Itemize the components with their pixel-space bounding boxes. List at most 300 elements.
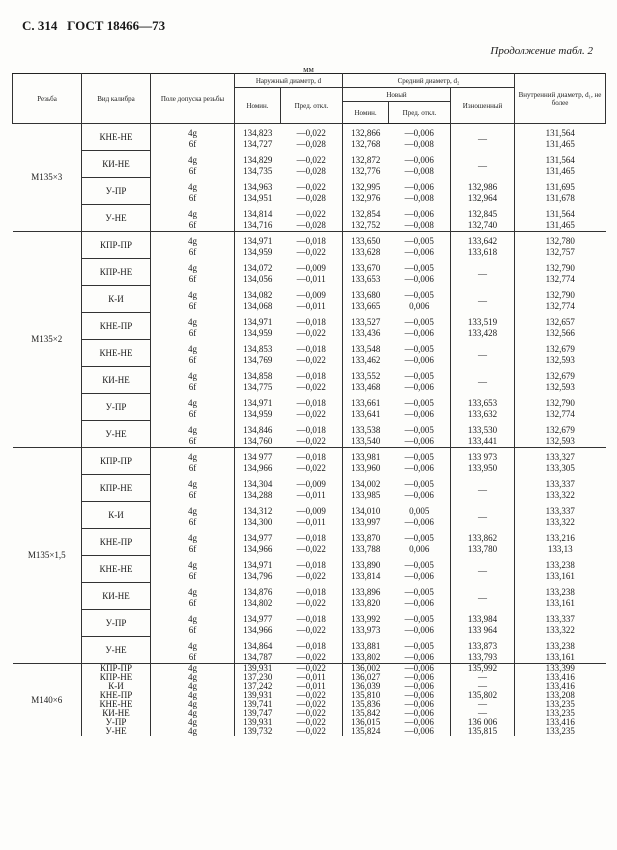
- pitch-deviation: —0,005: [404, 559, 434, 570]
- pitch-deviation: —0,006: [404, 726, 434, 736]
- outer-deviation: —0,018: [296, 532, 326, 543]
- thread-size: M135×3: [13, 124, 82, 232]
- table-row: [13, 286, 606, 302]
- gauge-type: К-И: [82, 502, 151, 529]
- outer-deviation: —0,011: [296, 301, 326, 312]
- outer-deviation: —0,022: [296, 726, 326, 736]
- pitch-nominal: 133,896: [343, 583, 389, 599]
- pitch-worn: 135,815: [451, 727, 515, 736]
- tolerance-field: 4g: [188, 699, 197, 709]
- outer-deviation: —0,022: [296, 699, 326, 709]
- inner-diameter: 131,678: [515, 193, 606, 205]
- tolerance-field: 6f: [188, 220, 197, 230]
- outer-deviation: —0,022: [296, 208, 326, 219]
- gauge-type: КИ-НЕ: [82, 583, 151, 610]
- gauge-type: КИ-НЕ: [82, 151, 151, 178]
- outer-deviation: —0,022: [296, 181, 326, 192]
- outer-nominal: 134,977: [235, 610, 281, 626]
- pitch-worn: —: [451, 556, 515, 583]
- pitch-deviation: —0,005: [404, 316, 434, 327]
- table-row: [13, 178, 606, 194]
- pitch-nominal: 135,842: [343, 709, 389, 718]
- pitch-deviation: —0,006: [389, 664, 451, 674]
- pitch-nominal: 133,890: [343, 556, 389, 572]
- tolerance-field: 6f: [188, 274, 197, 285]
- pitch-nominal: 133,973: [343, 625, 389, 637]
- pitch-nominal: 136,015: [343, 718, 389, 727]
- pitch-deviation: —0,005: [404, 424, 434, 435]
- gauge-type: У-НЕ: [82, 205, 151, 232]
- outer-nominal: 134,300: [235, 517, 281, 529]
- inner-diameter: 133,399: [515, 664, 606, 674]
- outer-deviation: —0,018: [296, 316, 326, 327]
- pitch-nominal: 133,992: [343, 610, 389, 626]
- pitch-nominal: 136,039: [343, 682, 389, 691]
- tolerance-field: 6f: [188, 436, 197, 446]
- tolerance-field: 4g: [188, 672, 197, 682]
- pitch-deviation: —0,006: [404, 208, 434, 219]
- outer-nominal: 134,735: [235, 166, 281, 178]
- pitch-deviation: —0,006: [404, 382, 434, 393]
- pitch-deviation: —0,006: [404, 463, 434, 474]
- outer-nominal: 134,802: [235, 598, 281, 610]
- tolerance-field: 4g: [188, 717, 197, 727]
- pitch-nominal: 135,824: [343, 727, 389, 736]
- inner-diameter: 132,657: [515, 313, 606, 329]
- outer-deviation: —0,011: [296, 681, 326, 691]
- outer-deviation: —0,018: [296, 559, 326, 570]
- pitch-worn: 133 964: [451, 625, 515, 637]
- inner-diameter: 133,322: [515, 517, 606, 529]
- tolerance-field: 6f: [188, 382, 197, 393]
- outer-nominal: 134,971: [235, 556, 281, 572]
- table-row: [13, 529, 606, 545]
- pitch-worn: —: [451, 286, 515, 313]
- tolerance-field: 4g: [188, 208, 197, 219]
- col-outer-nom: Номин.: [235, 88, 281, 124]
- outer-nominal: 134 977: [235, 448, 281, 464]
- outer-deviation: —0,022: [296, 625, 326, 636]
- pitch-deviation: —0,005: [404, 478, 434, 489]
- pitch-nominal: 133,820: [343, 598, 389, 610]
- table-row: [13, 340, 606, 356]
- pitch-nominal: 133,814: [343, 571, 389, 583]
- pitch-nominal: 133,670: [343, 259, 389, 275]
- outer-deviation: —0,022: [296, 328, 326, 339]
- table-row: [13, 727, 606, 736]
- pitch-deviation: —0,006: [404, 717, 434, 727]
- tolerance-field: 6f: [188, 139, 197, 150]
- pitch-deviation: —0,006: [404, 625, 434, 636]
- pitch-deviation: —0,005: [404, 289, 434, 300]
- pitch-worn: —: [451, 367, 515, 394]
- pitch-worn: 133,632: [451, 409, 515, 421]
- pitch-deviation: —0,006: [404, 517, 434, 528]
- outer-nominal: 134,056: [235, 274, 281, 286]
- tolerance-field: 6f: [188, 328, 197, 339]
- gauge-type: У-ПР: [82, 610, 151, 637]
- col-outer-dia: Наружный диаметр, d: [235, 74, 343, 88]
- tolerance-field: 4g: [188, 559, 197, 570]
- gauge-type: У-ПР: [82, 394, 151, 421]
- pitch-nominal: 133,628: [343, 247, 389, 259]
- tolerance-field: 6f: [188, 463, 197, 474]
- gauge-type: КНЕ-ПР: [82, 313, 151, 340]
- gauge-type: КНЕ-НЕ: [82, 700, 151, 709]
- pitch-deviation: —0,005: [389, 232, 451, 248]
- tolerance-field: 6f: [188, 625, 197, 636]
- outer-deviation: —0,018: [281, 448, 343, 464]
- pitch-deviation: —0,006: [404, 181, 434, 192]
- inner-diameter: 132,790: [515, 259, 606, 275]
- col-thread: Резьба: [13, 74, 82, 124]
- pitch-nominal: 133,985: [343, 490, 389, 502]
- pitch-worn: —: [451, 682, 515, 691]
- pitch-nominal: 133,870: [343, 529, 389, 545]
- pitch-worn: —: [451, 700, 515, 709]
- pitch-deviation: —0,006: [404, 154, 434, 165]
- pitch-worn: 133,950: [451, 463, 515, 475]
- tolerance-field: 6f: [188, 544, 197, 555]
- pitch-nominal: 132,866: [343, 124, 389, 140]
- tolerance-field: 4g: [188, 370, 197, 381]
- pitch-deviation: —0,006: [389, 124, 451, 140]
- outer-nominal: 134,823: [235, 124, 281, 140]
- inner-diameter: 133,337: [515, 475, 606, 491]
- tolerance-field: 6f: [188, 571, 197, 582]
- inner-diameter: 133,322: [515, 490, 606, 502]
- pitch-deviation: —0,006: [404, 708, 434, 718]
- tolerance-field: 6f: [188, 490, 197, 501]
- pitch-deviation: —0,006: [404, 247, 434, 258]
- table-row: [13, 259, 606, 275]
- inner-diameter: 132,790: [515, 286, 606, 302]
- outer-deviation: —0,022: [296, 544, 326, 555]
- tolerance-field: 4g: [188, 708, 197, 718]
- tolerance-field: 6f: [188, 166, 197, 177]
- pitch-nominal: 133,661: [343, 394, 389, 410]
- outer-nominal: 134,959: [235, 328, 281, 340]
- table-row: [13, 232, 606, 248]
- pitch-deviation: —0,006: [404, 699, 434, 709]
- outer-deviation: —0,022: [296, 708, 326, 718]
- pitch-nominal: 133,538: [343, 421, 389, 437]
- pitch-nominal: 133,552: [343, 367, 389, 383]
- table-head: [13, 74, 606, 124]
- pitch-deviation: —0,006: [404, 274, 434, 285]
- gauge-table: [12, 73, 606, 736]
- table-row: [13, 583, 606, 599]
- thread-size: M135×2: [13, 232, 82, 448]
- pitch-nominal: 135,810: [343, 691, 389, 700]
- pitch-worn: 133,618: [451, 247, 515, 259]
- outer-nominal: 134,072: [235, 259, 281, 275]
- outer-nominal: 139,732: [235, 727, 281, 736]
- pitch-nominal: 136,002: [343, 664, 389, 674]
- outer-deviation: —0,022: [281, 124, 343, 140]
- outer-deviation: —0,018: [296, 586, 326, 597]
- inner-diameter: 133,238: [515, 637, 606, 653]
- gauge-type: КНЕ-ПР: [82, 529, 151, 556]
- inner-diameter: 133,13: [515, 544, 606, 556]
- pitch-worn: —: [451, 502, 515, 529]
- table-row: [13, 475, 606, 491]
- outer-deviation: —0,022: [296, 409, 326, 420]
- pitch-worn: 132,986: [451, 178, 515, 194]
- outer-deviation: —0,018: [296, 640, 326, 651]
- pitch-nominal: 136,027: [343, 673, 389, 682]
- inner-diameter: 132,774: [515, 301, 606, 313]
- table-row: [13, 367, 606, 383]
- pitch-worn: 136 006: [451, 718, 515, 727]
- inner-diameter: 131,695: [515, 178, 606, 194]
- pitch-nominal: 133,997: [343, 517, 389, 529]
- pitch-nominal: 133,665: [343, 301, 389, 313]
- inner-diameter: 132,593: [515, 355, 606, 367]
- inner-diameter: 133,235: [515, 709, 606, 718]
- gauge-type: КНЕ-НЕ: [82, 340, 151, 367]
- pitch-deviation: —0,005: [404, 262, 434, 273]
- tolerance-field: 6f: [188, 652, 197, 662]
- outer-deviation: —0,022: [296, 652, 326, 662]
- gauge-type: У-ПР: [82, 178, 151, 205]
- pitch-nominal: 133,436: [343, 328, 389, 340]
- outer-nominal: 139,747: [235, 709, 281, 718]
- pitch-nominal: 133,641: [343, 409, 389, 421]
- outer-deviation: —0,011: [296, 490, 326, 501]
- pitch-deviation: —0,005: [389, 448, 451, 464]
- gauge-type: КПР-ПР: [82, 664, 151, 674]
- outer-deviation: —0,028: [296, 193, 326, 204]
- gauge-type: К-И: [82, 286, 151, 313]
- pitch-deviation: —0,005: [404, 343, 434, 354]
- tolerance-field: 4g: [188, 681, 197, 691]
- pitch-deviation: 0,006: [409, 544, 430, 555]
- outer-nominal: 134,959: [235, 409, 281, 421]
- inner-diameter: 133,161: [515, 598, 606, 610]
- tolerance-field: 4g: [188, 424, 197, 435]
- tolerance-field: 4g: [188, 154, 197, 165]
- pitch-worn: 132,740: [451, 220, 515, 232]
- outer-nominal: 134,959: [235, 247, 281, 259]
- inner-diameter: 133,235: [515, 727, 606, 736]
- pitch-deviation: —0,008: [404, 193, 434, 204]
- pitch-nominal: 133,981: [343, 448, 389, 464]
- pitch-deviation: —0,006: [404, 328, 434, 339]
- outer-nominal: 134,304: [235, 475, 281, 491]
- outer-nominal: 134,775: [235, 382, 281, 394]
- pitch-worn: 135,992: [451, 664, 515, 674]
- outer-nominal: 134,966: [235, 625, 281, 637]
- table-body: [13, 124, 606, 737]
- gauge-type: КПР-ПР: [82, 232, 151, 259]
- inner-diameter: 132,757: [515, 247, 606, 259]
- inner-diameter: 133,327: [515, 448, 606, 464]
- tolerance-field: 4g: [188, 532, 197, 543]
- outer-deviation: —0,009: [296, 478, 326, 489]
- gauge-type: У-НЕ: [82, 727, 151, 736]
- table-row: [13, 448, 606, 464]
- outer-nominal: 134,876: [235, 583, 281, 599]
- pitch-nominal: 132,976: [343, 193, 389, 205]
- outer-deviation: —0,022: [281, 664, 343, 674]
- inner-diameter: 131,465: [515, 139, 606, 151]
- gauge-type: КПР-НЕ: [82, 259, 151, 286]
- outer-deviation: —0,011: [296, 517, 326, 528]
- pitch-deviation: —0,008: [404, 139, 434, 150]
- outer-nominal: 139,931: [235, 691, 281, 700]
- pitch-deviation: 0,005: [409, 505, 430, 516]
- outer-deviation: —0,022: [296, 717, 326, 727]
- tolerance-field: 4g: [188, 181, 197, 192]
- gauge-type: К-И: [82, 682, 151, 691]
- outer-deviation: —0,009: [296, 262, 326, 273]
- inner-diameter: 132,566: [515, 328, 606, 340]
- pitch-nominal: 133,881: [343, 637, 389, 653]
- inner-diameter: 133,208: [515, 691, 606, 700]
- gauge-type: КНЕ-ПР: [82, 691, 151, 700]
- col-pitch-dev: Пред. откл.: [389, 102, 451, 124]
- outer-deviation: —0,009: [296, 289, 326, 300]
- outer-deviation: —0,022: [296, 247, 326, 258]
- outer-nominal: 134,858: [235, 367, 281, 383]
- outer-deviation: —0,018: [296, 424, 326, 435]
- table-row: [13, 124, 606, 140]
- pitch-worn: —: [451, 709, 515, 718]
- pitch-deviation: —0,006: [404, 409, 434, 420]
- inner-diameter: 131,465: [515, 220, 606, 232]
- gauge-type: КИ-НЕ: [82, 367, 151, 394]
- tolerance-field: 4g: [151, 448, 235, 464]
- outer-deviation: —0,018: [281, 232, 343, 248]
- outer-deviation: —0,022: [296, 355, 326, 366]
- outer-deviation: —0,011: [296, 274, 326, 285]
- pitch-worn: 133,873: [451, 637, 515, 653]
- col-new: Новый: [343, 88, 451, 102]
- tolerance-field: 4g: [151, 124, 235, 140]
- pitch-nominal: 132,854: [343, 205, 389, 221]
- outer-nominal: 134,068: [235, 301, 281, 313]
- outer-nominal: 137,242: [235, 682, 281, 691]
- pitch-nominal: 132,995: [343, 178, 389, 194]
- pitch-nominal: 133,540: [343, 436, 389, 448]
- pitch-deviation: —0,006: [404, 490, 434, 501]
- thread-size: M140×6: [13, 664, 82, 737]
- inner-diameter: 132,679: [515, 421, 606, 437]
- table-row: [13, 151, 606, 167]
- pitch-deviation: —0,006: [404, 681, 434, 691]
- outer-nominal: 134,829: [235, 151, 281, 167]
- page-header: [22, 18, 165, 34]
- pitch-worn: 133 973: [451, 448, 515, 464]
- pitch-deviation: —0,005: [404, 613, 434, 624]
- tolerance-field: 6f: [188, 301, 197, 312]
- outer-deviation: —0,022: [296, 463, 326, 474]
- inner-diameter: 133,161: [515, 652, 606, 664]
- pitch-nominal: 133,680: [343, 286, 389, 302]
- tolerance-field: 4g: [188, 262, 197, 273]
- inner-diameter: 133,235: [515, 700, 606, 709]
- tolerance-field: 4g: [188, 586, 197, 597]
- outer-nominal: 139,741: [235, 700, 281, 709]
- pitch-deviation: —0,005: [404, 586, 434, 597]
- outer-nominal: 134,716: [235, 220, 281, 232]
- outer-nominal: 134,963: [235, 178, 281, 194]
- outer-nominal: 134,082: [235, 286, 281, 302]
- pitch-nominal: 133,802: [343, 652, 389, 664]
- inner-diameter: 131,465: [515, 166, 606, 178]
- gauge-type: КНЕ-НЕ: [82, 556, 151, 583]
- inner-diameter: 133,416: [515, 682, 606, 691]
- tolerance-field: 4g: [188, 726, 197, 736]
- pitch-nominal: 133,960: [343, 463, 389, 475]
- inner-diameter: 132,679: [515, 340, 606, 356]
- table-row: [13, 313, 606, 329]
- pitch-nominal: 135,836: [343, 700, 389, 709]
- unit-label: мм: [303, 64, 314, 74]
- inner-diameter: 131,564: [515, 124, 606, 140]
- outer-nominal: 134,727: [235, 139, 281, 151]
- tolerance-field: 4g: [188, 478, 197, 489]
- outer-nominal: 134,951: [235, 193, 281, 205]
- outer-nominal: 134,760: [235, 436, 281, 448]
- outer-nominal: 139,931: [235, 664, 281, 674]
- gauge-type: КПР-НЕ: [82, 475, 151, 502]
- tolerance-field: 4g: [151, 664, 235, 674]
- tolerance-field: 6f: [188, 409, 197, 420]
- pitch-worn: 133,653: [451, 394, 515, 410]
- outer-nominal: 134,846: [235, 421, 281, 437]
- pitch-nominal: 133,653: [343, 274, 389, 286]
- pitch-deviation: —0,008: [404, 220, 434, 230]
- tolerance-field: 4g: [188, 640, 197, 651]
- pitch-worn: 133,642: [451, 232, 515, 248]
- pitch-nominal: 133,462: [343, 355, 389, 367]
- pitch-deviation: —0,005: [404, 397, 434, 408]
- outer-deviation: —0,022: [296, 690, 326, 700]
- pitch-nominal: 132,768: [343, 139, 389, 151]
- outer-nominal: 137,230: [235, 673, 281, 682]
- outer-deviation: —0,022: [296, 436, 326, 446]
- inner-diameter: 133,416: [515, 718, 606, 727]
- outer-deviation: —0,009: [296, 505, 326, 516]
- table-row: [13, 205, 606, 221]
- inner-diameter: 133,305: [515, 463, 606, 475]
- col-gauge: Вид калибра: [82, 74, 151, 124]
- tolerance-field: 6f: [188, 193, 197, 204]
- outer-nominal: 134,853: [235, 340, 281, 356]
- col-outer-dev: Пред. откл.: [281, 88, 343, 124]
- gauge-type: КИ-НЕ: [82, 709, 151, 718]
- inner-diameter: 132,593: [515, 382, 606, 394]
- tolerance-field: 6f: [188, 247, 197, 258]
- gauge-type: У-НЕ: [82, 637, 151, 664]
- col-pitch-nom: Номин.: [343, 102, 389, 124]
- tolerance-field: 4g: [151, 232, 235, 248]
- outer-deviation: —0,022: [296, 598, 326, 609]
- outer-deviation: —0,028: [296, 139, 326, 150]
- outer-deviation: —0,022: [296, 154, 326, 165]
- inner-diameter: 132,593: [515, 436, 606, 448]
- pitch-worn: —: [451, 151, 515, 178]
- outer-nominal: 134,864: [235, 637, 281, 653]
- pitch-deviation: —0,006: [404, 598, 434, 609]
- outer-deviation: —0,022: [296, 571, 326, 582]
- outer-nominal: 134,312: [235, 502, 281, 518]
- pitch-worn: 133,984: [451, 610, 515, 626]
- outer-nominal: 134,814: [235, 205, 281, 221]
- pitch-deviation: —0,006: [404, 436, 434, 446]
